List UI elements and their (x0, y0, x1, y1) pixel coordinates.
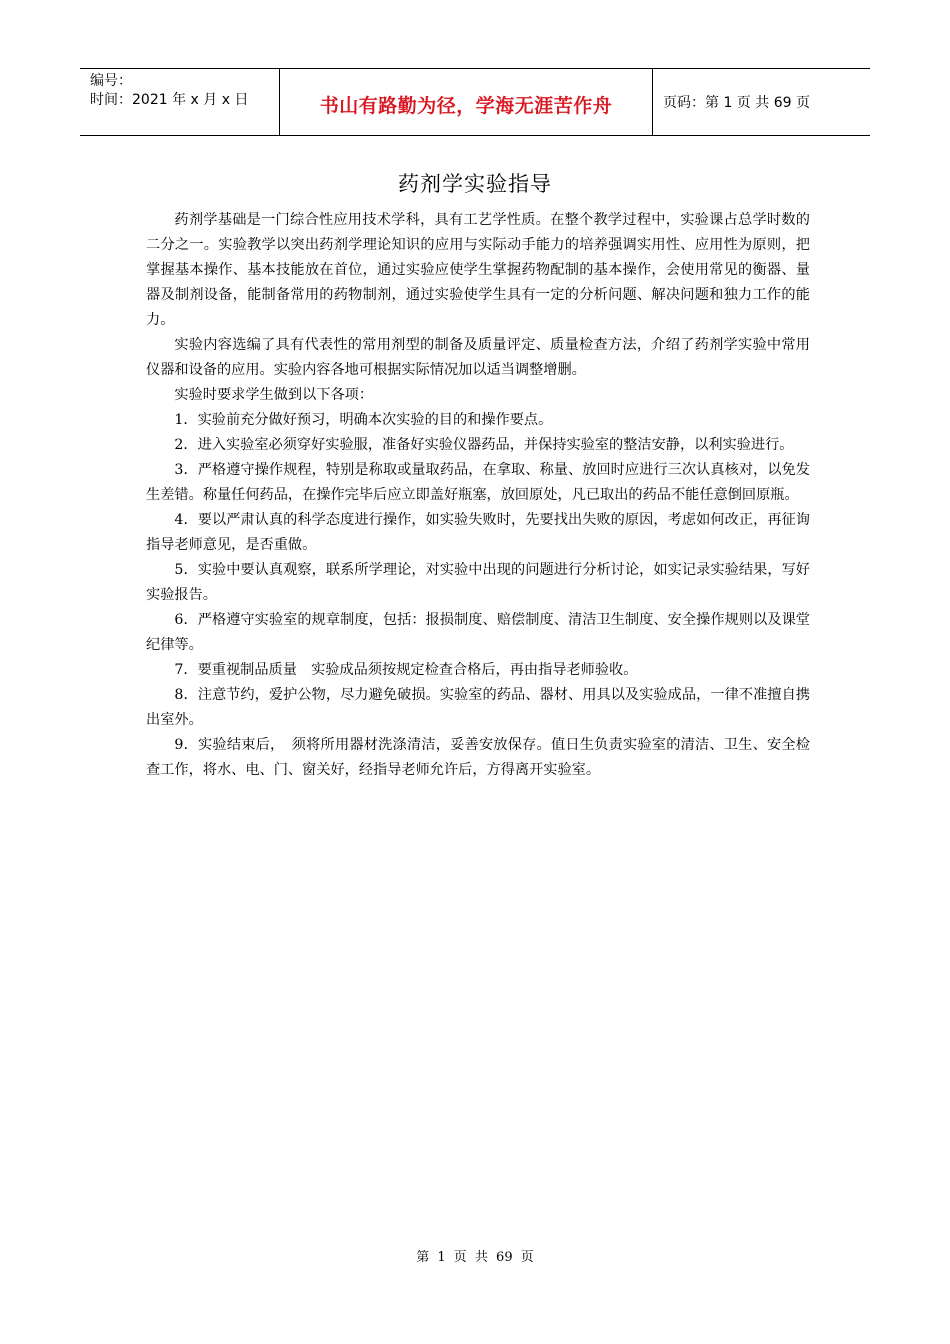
body-paragraph: 实验内容选编了具有代表性的常用剂型的制备及质量评定、质量检查方法，介绍了药剂学实验中常用仪器和设备的应用。实验内容各地可根据实际情况加以适当调整增删。 (146, 337, 810, 378)
rule-item-1: 1．实验前充分做好预习，明确本次实验的目的和操作要点。 (174, 412, 553, 428)
page-header (80, 68, 870, 136)
rule-item-4: 4．要以严肃认真的科学态度进行操作，如实验失败时，先要找出失败的原因，考虑如何改正，再征询指导老师意见，是否重做。 (146, 512, 810, 553)
header-page-cell (653, 69, 870, 135)
document-date: 时间：2021 年 x 月 x 日 (90, 92, 249, 108)
body-paragraph: 实验时要求学生做到以下各项： (174, 387, 374, 403)
rule-item-2: 2．进入实验室必须穿好实验服，准备好实验仪器药品，并保持实验室的整洁安静，以利实验进行。 (174, 437, 794, 453)
rule-item-7: 7．要重视制品质量 实验成品须按规定检查合格后，再由指导老师验收。 (174, 662, 638, 678)
page-footer: 第 1 页 共 69 页 (416, 1250, 534, 1265)
rule-item-3: 3．严格遵守操作规程，特别是称取或量取药品，在拿取、称量、放回时应进行三次认真核对，以免发生差错。称量任何药品，在操作完毕后应立即盖好瓶塞，放回原处，凡已取出的药品不能任意倒回原瓶。 (146, 462, 810, 503)
document-number-label: 编号： (90, 73, 132, 89)
rule-item-8: 8．注意节约，爱护公物，尽力避免破损。实验室的药品、器材、用具以及实验成品，一律不准擅自携出室外。 (146, 687, 810, 728)
header-meta-cell (80, 69, 280, 135)
header-motto-cell (280, 69, 653, 135)
document-title: 药剂学实验指导 (398, 172, 552, 196)
header-page-info: 页码：第 1 页 共 69 页 (663, 95, 810, 111)
header-motto: 书山有路勤为径，学海无涯苦作舟 (319, 94, 613, 117)
document-body (146, 208, 810, 783)
rule-item-5: 5．实验中要认真观察，联系所学理论，对实验中出现的问题进行分析讨论，如实记录实验结果，写好实验报告。 (146, 562, 810, 603)
body-paragraph: 药剂学基础是一门综合性应用技术学科，具有工艺学性质。在整个教学过程中，实验课占总学时数的二分之一。实验教学以突出药剂学理论知识的应用与实际动手能力的培养强调实用性、应用性为原则，把掌握基本操作、基本技能放在首位，通过实验应使学生掌握药物配制的基本操作，会使用常见的衡器、量器及制剂设备，能制备常用的药物制剂，通过实验使学生具有一定的分析问题、解决问题和独力工作的能力。 (146, 212, 810, 328)
rule-item-9: 9．实验结束后， 须将所用器材洗涤清洁，妥善安放保存。值日生负责实验室的清洁、卫生、安全检查工作，将水、电、门、窗关好，经指导老师允许后，方得离开实验室。 (146, 737, 810, 778)
rule-item-6: 6．严格遵守实验室的规章制度，包括：报损制度、赔偿制度、清洁卫生制度、安全操作规则以及课堂纪律等。 (146, 612, 810, 653)
